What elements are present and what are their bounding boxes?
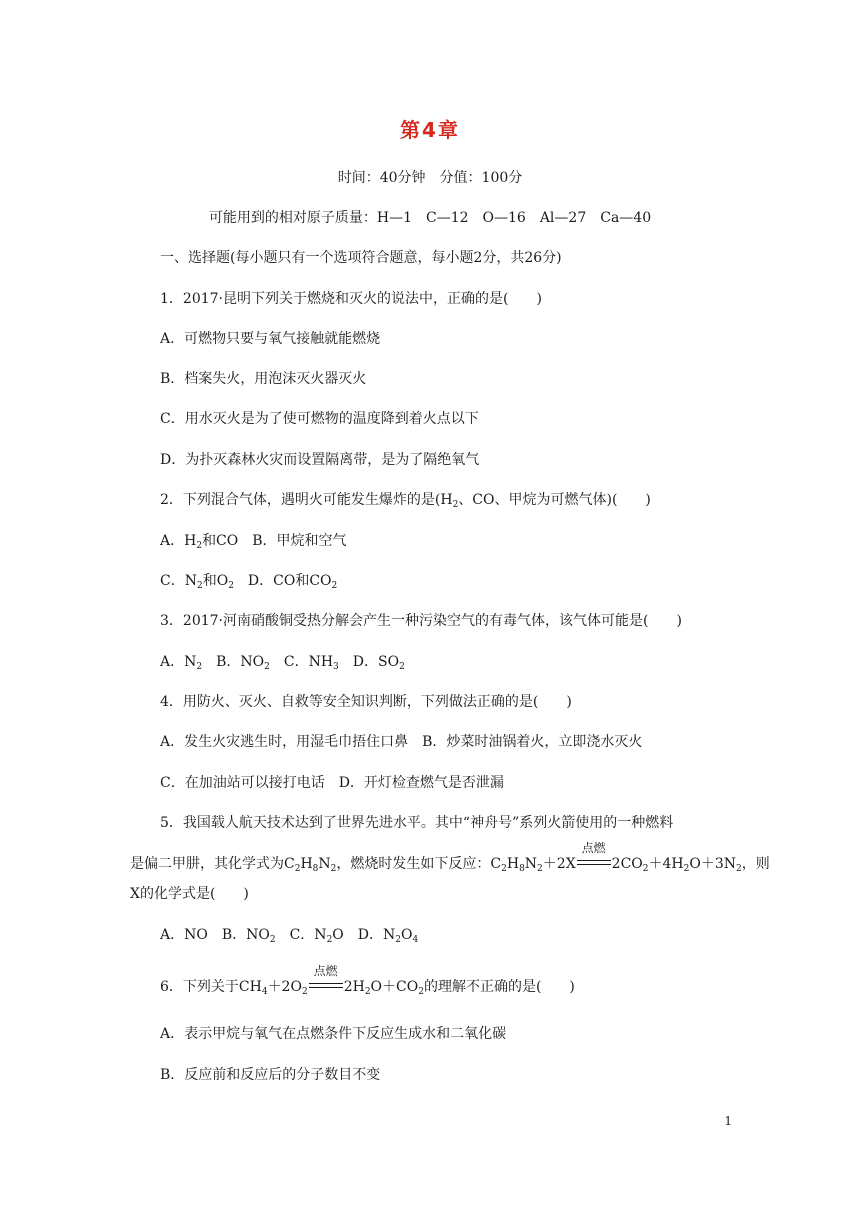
question-2-options-cd: C．$N_2$和$O_2$ D．CO和$CO_2$ [160,573,338,591]
atomic-masses: 可能用到的相对原子质量：H—1 C—12 O—16 Al—27 Ca—40 [208,210,652,226]
section-heading: 一、选择题(每小题只有一个选项符合题意，每小题2分，共26分) [160,250,562,266]
question-1-option-a: A．可燃物只要与氧气接触就能燃烧 [160,331,381,347]
question-4-options-cd: C．在加油站可以接打电话 D．开灯检查燃气是否泄漏 [160,775,504,791]
question-3-stem: 3．2017·河南硝酸铜受热分解会产生一种污染空气的有毒气体，该气体可能是( ) [160,613,682,629]
reaction-condition: 点燃 [308,977,344,997]
question-1-stem: 1．2017·昆明下列关于燃烧和灭火的说法中，正确的是( ) [160,291,542,307]
question-6-stem: 6．下列关于$CH_4+2O_2$ 点燃 $2H_2O+CO_2$的理解不正确的是( ) [160,964,575,997]
question-5-line-2: 是偏二甲肼，其化学式为$C_2H_8N_2$，燃烧时发生如下反应：$C_2H_8N_2+2X$ 点燃 $2CO_2+4H_2O+3N_2$，则 [130,841,770,874]
question-4-options-ab: A．发生火灾逃生时，用湿毛巾捂住口鼻 B．炒菜时油锅着火，立即浇水灭火 [160,734,643,750]
page-number: 1 [724,1114,732,1128]
reaction-condition: 点燃 [576,854,612,874]
exam-meta: 时间：40分钟 分值：100分 [337,170,523,186]
question-1-option-b: B．档案失火，用泡沫灭火器灭火 [160,371,367,387]
chapter-title: 第4章 [400,118,460,142]
question-5-line-1: 5．我国载人航天技术达到了世界先进水平。其中“神舟号”系列火箭使用的一种燃料 [160,815,674,831]
question-3-options: A．$N_2$ B．$NO_2$ C．$NH_3$ D．$SO_2$ [160,654,405,672]
question-1-option-c: C．用水灭火是为了使可燃物的温度降到着火点以下 [160,411,479,427]
question-6-option-a: A．表示甲烷与氧气在点燃条件下反应生成水和二氧化碳 [160,1026,507,1042]
question-2-stem: 2．下列混合气体，遇明火可能发生爆炸的是($H_2$、CO、甲烷为可燃气体)( ) [160,492,651,510]
question-1-option-d: D．为扑灭森林火灾而设置隔离带，是为了隔绝氧气 [160,452,480,468]
question-2-options-ab: A．$H_2$和CO B．甲烷和空气 [160,533,347,551]
question-5-line-3: X的化学式是( ) [130,886,249,902]
question-5-options: A．NO B．$NO_2$ C．$N_2O$ D．$N_2O_4$ [160,927,419,945]
question-6-option-b: B．反应前和反应后的分子数目不变 [160,1067,381,1083]
question-4-stem: 4．用防火、灭火、自救等安全知识判断，下列做法正确的是( ) [160,694,572,710]
